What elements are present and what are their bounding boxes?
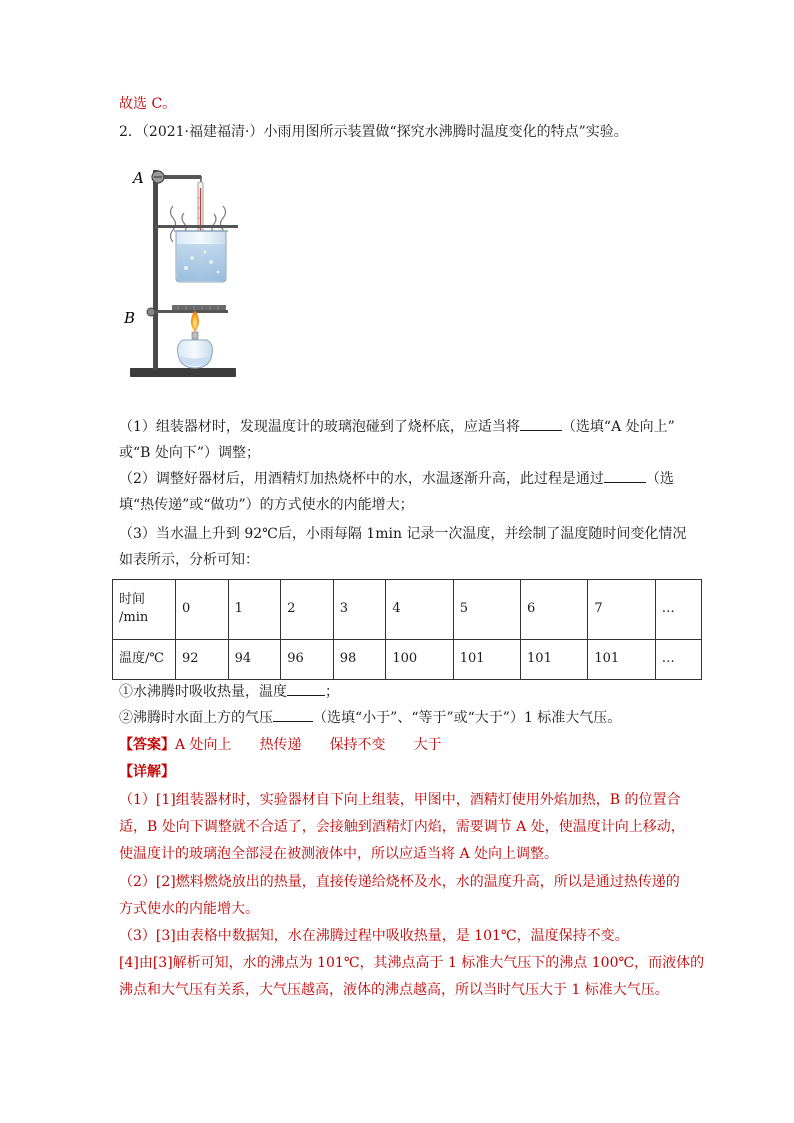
question-source: （2021·福建福清·） [141,124,264,140]
explanation-line: （2）[2]燃料燃烧放出的热量，直接传递给烧杯及水，水的温度升高，所以是通过热传递的 [119,874,680,890]
question-stem [119,122,628,142]
table-cell: 94 [228,639,281,679]
table-cell: 5 [453,580,520,640]
part3-line2: 如表所示，分析可知： [119,552,259,568]
sub2-options: （选填“小于”、“等于”或“大于”）1 标准大气压。 [313,710,622,726]
answer-label: 【答案】 [119,737,175,753]
stand-rod [153,170,158,370]
table-cell: 98 [333,639,386,679]
explanation-label: 【详解】 [119,764,175,780]
explanation-line: [4]由[3]解析可知，水的沸点为 101℃，其沸点高于 1 标准大气压下的沸点 100℃，而液体的 [119,955,705,971]
sub2-text: ②沸腾时水面上方的气压 [119,710,273,726]
explanation-line: 使温度计的玻璃泡全部浸在被测液体中，所以应适当将 A 处向上调整。 [119,846,559,862]
lamp-wick [192,332,198,339]
table-row-temperature [113,639,702,679]
figure-label-a: A [133,169,144,187]
part1-text: （1）组装器材时，发现温度计的玻璃泡碰到了烧杯底，应适当将 [119,419,520,435]
table-cell: 101 [521,639,588,679]
temperature-time-table [112,579,702,680]
ring-support [155,225,238,228]
sub-question-2 [119,708,621,728]
answer-blank-3 [287,695,325,696]
water [177,244,225,281]
table-cell: 101 [453,639,520,679]
flame [191,310,199,332]
part3-line1: （3）当水温上升到 92℃后，小雨每隔 1min 记录一次温度，并绘制了温度随时间变化情况 [119,526,687,542]
table-cell: 92 [176,639,229,679]
table-cell: 3 [333,580,386,640]
explanation-line: （1）[1]组装器材时，实验器材自下向上组装，甲图中，酒精灯使用外焰加热，B 的位置合 [119,792,681,808]
answer-item: 大于 [413,737,442,753]
stand-base [130,368,236,377]
answer-item: A 处向上 [175,737,232,753]
explanation-line: 适，B 处向下调整就不合适了，会接触到酒精灯内焰，需要调节 A 处，使温度计向上移动， [119,819,685,835]
question-number: 2． [119,124,142,140]
clamp-screw-b [147,308,155,316]
table-cell: 6 [521,580,588,640]
sub1-text: ①水沸腾时吸收热量，温度 [119,684,287,700]
table-cell: 4 [386,580,453,640]
table-cell: 1 [228,580,281,640]
answer-item: 保持不变 [329,737,386,753]
part1-line2: 或“B 处向下”）调整； [119,445,261,461]
explanation-line: 沸点和大气压有关系，大气压越高，液体的沸点越高，所以当时气压大于 1 标准大气压。 [119,982,669,998]
table-cell: 96 [281,639,334,679]
table-header-time: 时间 /min [113,580,176,640]
explanation-line: （3）[3]由表格中数据知，水在沸腾过程中吸收热量，是 101℃，温度保持不变。 [119,928,629,944]
part2-text: （2）调整好器材后，用酒精灯加热烧杯中的水，水温逐渐升高，此过程是通过 [119,471,604,487]
answer-blank-4 [273,721,313,722]
sub-question-1: ①水沸腾时吸收热量，温度 ； [119,684,339,700]
table-cell: 0 [176,580,229,640]
explanation-line: 方式使水的内能增大。 [119,901,259,917]
answer-blank-2 [604,482,646,483]
part2-line1 [119,469,674,489]
previous-answer-conclusion: 故选 C。 [119,96,177,112]
boiling-experiment-figure [124,158,248,383]
question-text: 小雨用图所示装置做“探究水沸腾时温度变化的特点”实验。 [263,124,628,140]
table-cell: 2 [281,580,334,640]
table-cell: … [655,639,701,679]
table-cell: … [655,580,701,640]
lower-ring [155,310,228,313]
answer-line [119,735,442,755]
part1-line1 [119,417,675,437]
table-cell: 100 [386,639,453,679]
answer-blank-1 [520,430,562,431]
table-header-temperature: 温度/℃ [113,639,176,679]
part2-options-start: （选 [645,471,674,487]
part1-options: （选填“A 处向上” [561,419,675,435]
figure-label-b: B [124,309,136,327]
table-cell: 7 [588,580,655,640]
part2-line2: 填“热传递”或“做功”）的方式使水的内能增大； [119,497,414,513]
table-row-time [113,580,702,640]
answer-item: 热传递 [259,737,302,753]
table-cell: 101 [588,639,655,679]
